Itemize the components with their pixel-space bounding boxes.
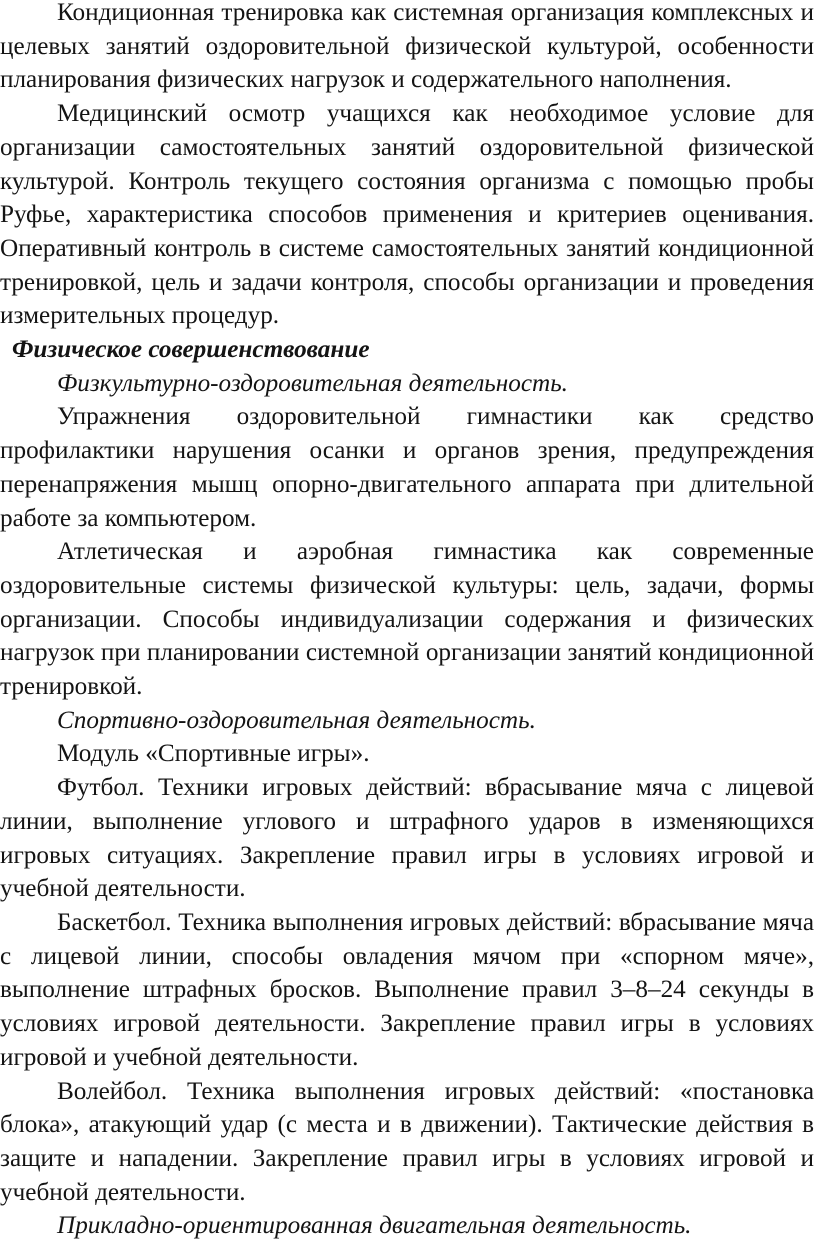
paragraph-volleyball: Волейбол. Техника выполнения игровых действий: «постановка блока», атакующий удар (с места и в движении). Тактические действия в защите и нападении. Закрепление правил игры в условиях игровой и учебной деятельности. [0, 1077, 814, 1206]
paragraph-basketball: Баскетбол. Техника выполнения игровых действий: вбрасывание мяча с лицевой линии, способы овладения мячом при «спорном мяче», выполнение штрафных бросков. Выполнение правил 3–8–24 секунды в условиях игровой деятельности. Закрепление правил игры в условиях игровой и учебной деятельности. [0, 908, 814, 1071]
paragraph-conditioning-training: Кондиционная тренировка как системная организация комплексных и целевых занятий оздоровительной физической культурой, особенности планирования физических нагрузок и содержательного наполнения. [0, 0, 814, 94]
subsection-heading-fitness-activity: Физкультурно-оздоровительная деятельность. [57, 369, 568, 397]
paragraph-health-gymnastics: Упражнения оздоровительной гимнастики как средство профилактики нарушения осанки и органов зрения, предупреждения перенапряжения мышц опорно-двигательного аппарата при длительной работе за компьютером. [0, 403, 814, 532]
paragraph-athletic-aerobic-gymnastics: Атлетическая и аэробная гимнастика как современные оздоровительные системы физической культуры: цель, задачи, формы организации. Способы индивидуализации содержания и физических нагрузок при планировании системной организации занятий кондиционной тренировкой. [0, 538, 814, 701]
subsection-heading-applied-activity: Прикладно-ориентированная двигательная деятельность. [57, 1212, 692, 1240]
section-heading-physical-improvement: Физическое совершенствование [12, 336, 370, 364]
paragraph-medical-examination: Медицинский осмотр учащихся как необходимое условие для организации самостоятельных занятий оздоровительной физической культурой. Контроль текущего состояния организма с помощью пробы Руфье, характеристика способов применения и критериев оценивания. Оперативный контроль в системе самостоятельных занятий кондиционной тренировкой, цель и задачи контроля, способы организации и проведения измерительных процедур. [0, 100, 814, 330]
paragraph-module-sport-games: Модуль «Спортивные игры». [57, 740, 370, 768]
paragraph-football: Футбол. Техники игровых действий: вбрасывание мяча с лицевой линии, выполнение углового и штрафного ударов в изменяющихся игровых ситуациях. Закрепление правил игры в условиях игровой и учебной деятельности. [0, 774, 814, 903]
subsection-heading-sport-activity: Спортивно-оздоровительная деятельность. [57, 706, 536, 734]
